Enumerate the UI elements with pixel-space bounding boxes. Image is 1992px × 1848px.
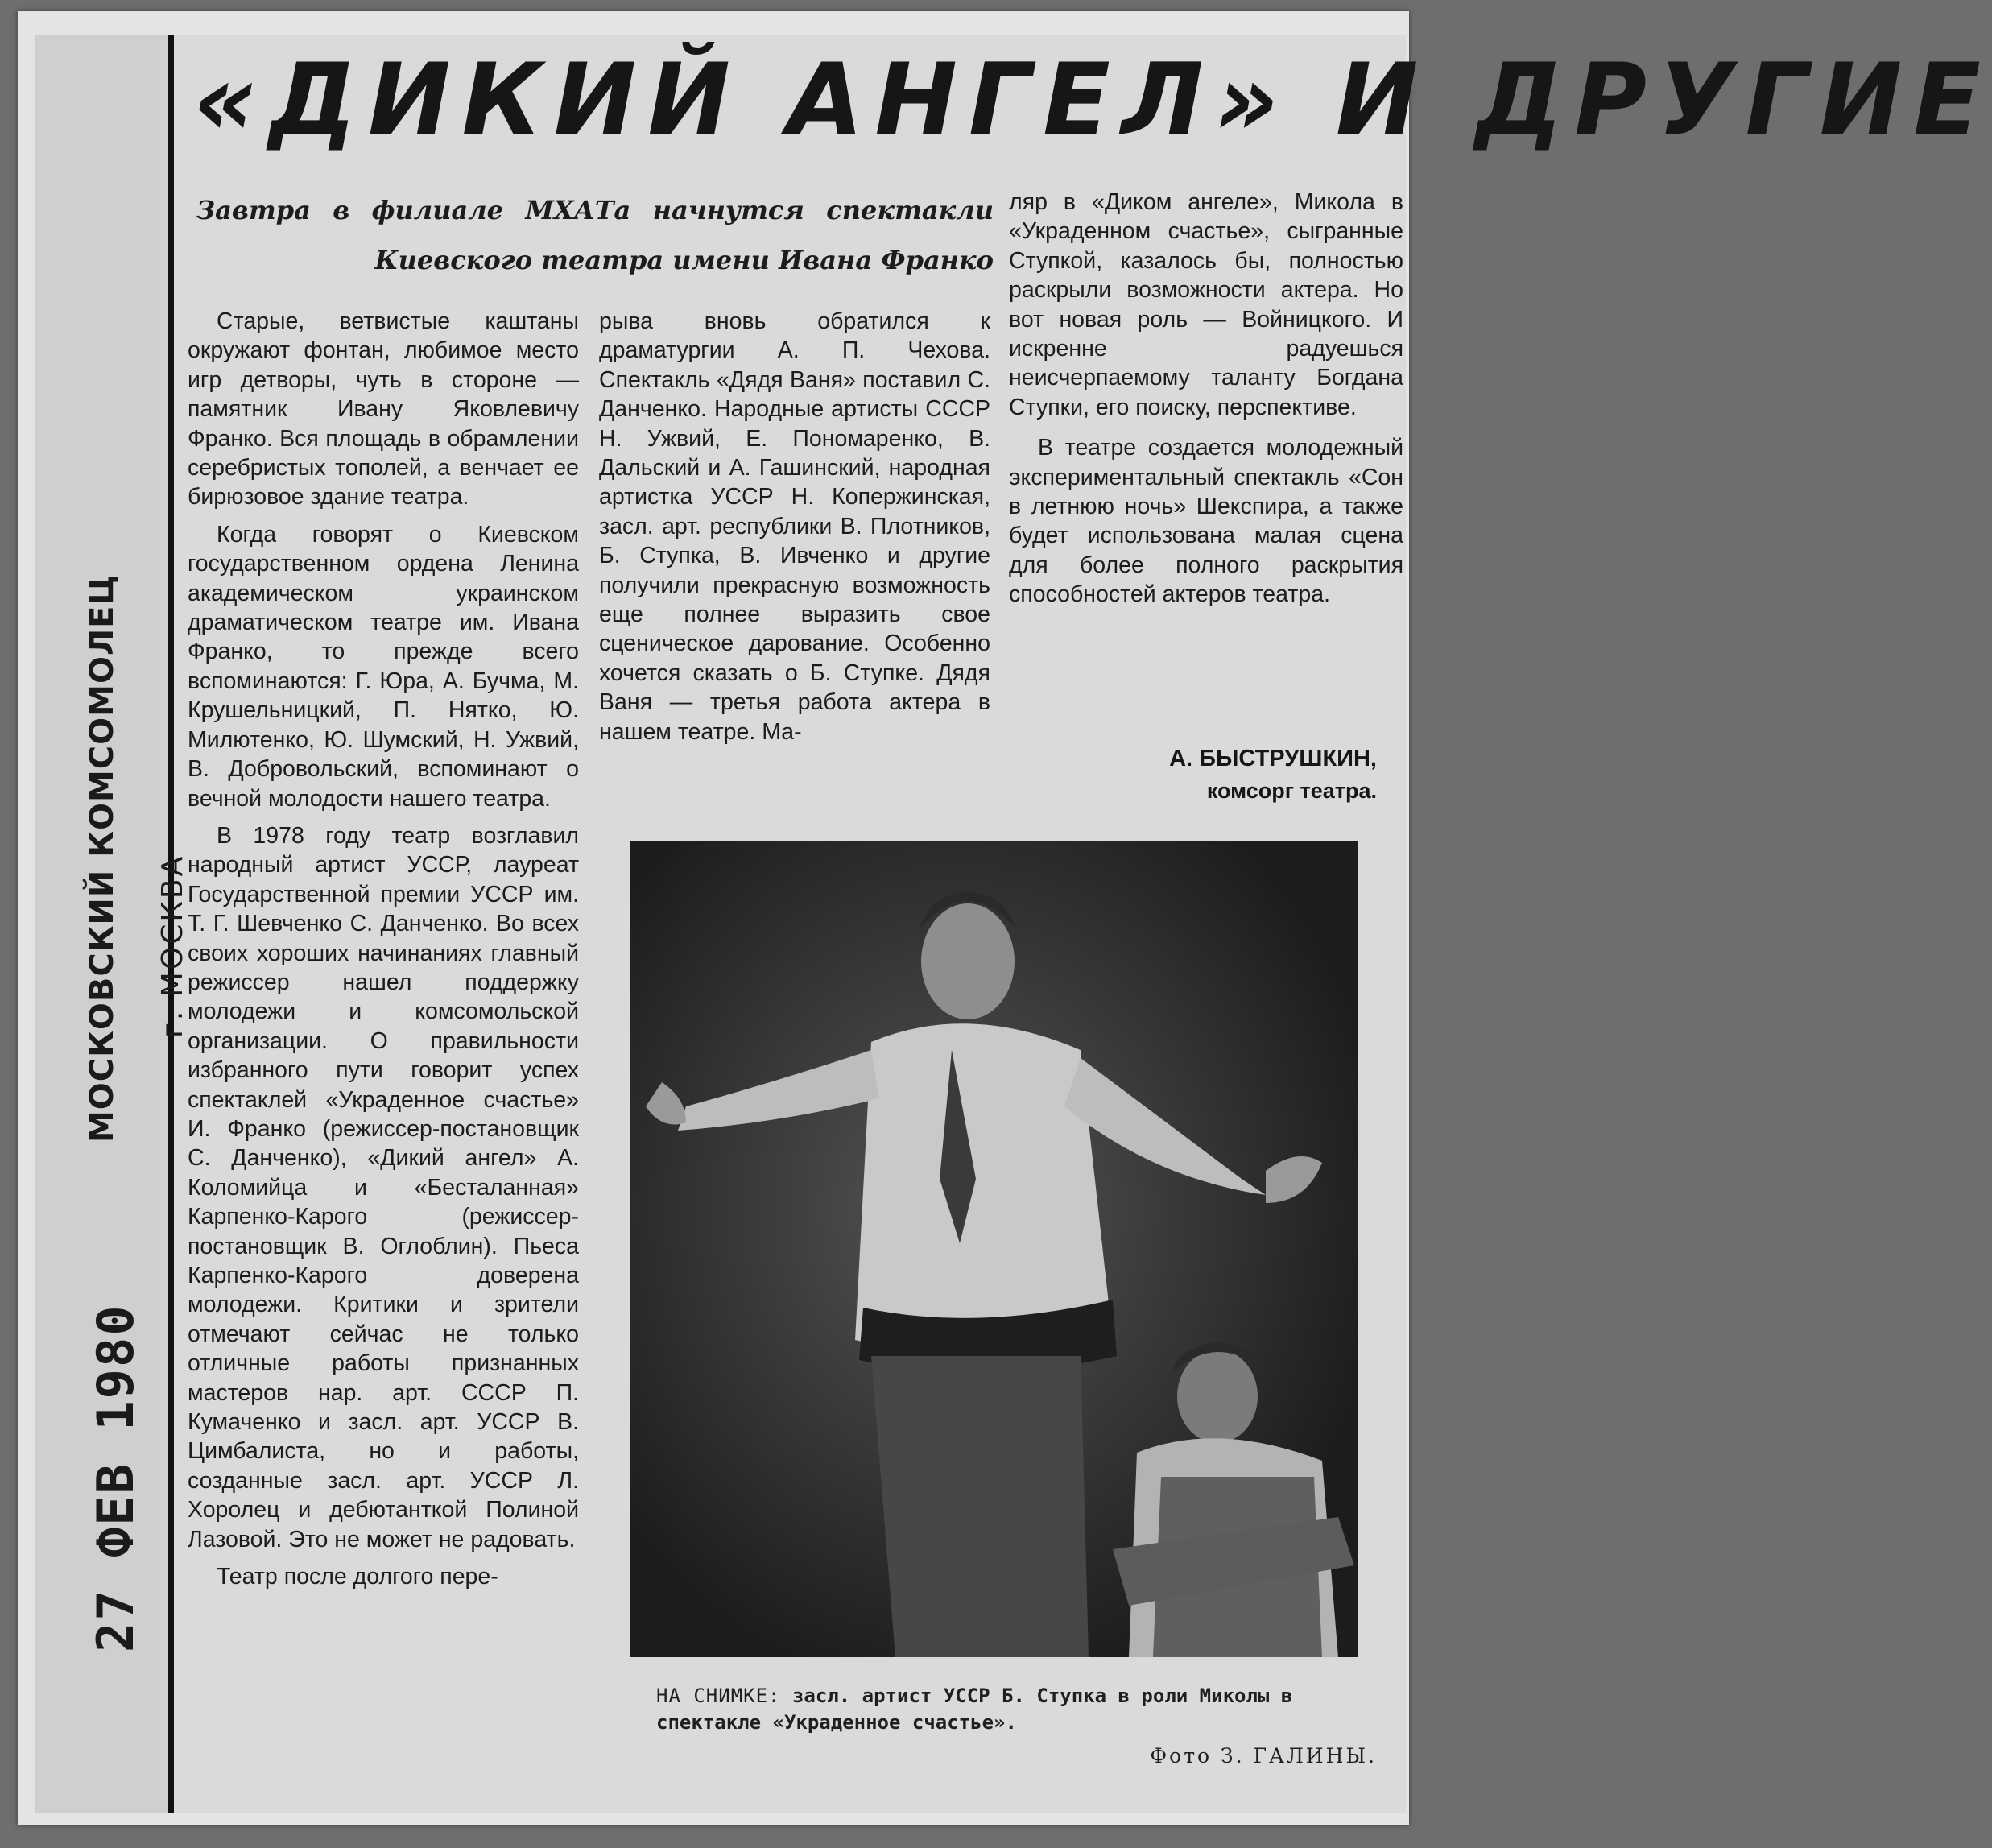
article-column-3 [1009,188,1403,610]
article-column-2 [599,307,990,746]
paragraph: ляр в «Диком ангеле», Микола в «Украденном счастье», сыгранные Ступкой, казалось бы, полностью раскрыли возможности актера. Но вот новая роль — Войницкого. И искренне радуешься неисчерпаемому таланту Богдана Ступки, его поиску, перспективе. [1009,189,1403,420]
caption-lead: НА СНИМКЕ: [656,1685,781,1707]
article-headline: «ДИКИЙ АНГЕЛ» И ДРУГИЕ [193,43,1992,159]
stamp-date: 27 ФЕВ 1980 [86,1304,145,1652]
archive-stamp [35,35,189,1813]
paragraph: Когда говорят о Киевском государственном ордена Ленина академическом украинском драматическом театре им. Ивана Франко, то прежде всего вспоминаются: Г. Юра, А. Бучма, М. Крушельницкий, П. Нятко, Ю. Милютенко, Ю. Шумский, Н. Ужвий, В. Добровольский, вспоминают о вечной молодости нашего театра. [188,521,579,812]
paragraph: Театр после долгого пере- [217,1564,498,1590]
stamp-city: г. МОСКВА [156,854,189,1038]
photo-caption [656,1683,1401,1736]
byline-title: комсорг театра. [1206,779,1377,803]
byline-name: А. БЫСТРУШКИН, [1169,746,1377,771]
paragraph: В театре создается молодежный экспериментальный спектакль «Сон в летнюю ночь» Шекспира, а также будет использована малая сцена для более полного раскрытия способностей актеров театра. [1009,435,1403,608]
article-subheading: Завтра в филиале МХАТа начнутся спектакли Киевского театра имени Ивана Франко [196,195,994,275]
stamp-newspaper-name: МОСКОВСКИЙ КОМСОМОЛЕЦ [84,574,121,1143]
stage-photo [630,841,1358,1657]
caption-text: засл. артист УССР Б. Ступка в роли Миколы в спектакле «Украденное счастье». [656,1685,1293,1734]
paragraph: В 1978 году театр возглавил народный артист УССР, лауреат Государственной премии УССР им. Т. Г. Шевченко С. Данченко. Во всех своих хороших начинаниях главный режиссер нашел поддержку молодежи и комсомольской организации. О правильности избранного пути говорит успех спектаклей «Украденное счастье» И. Франко (режиссер-постановщик С. Данченко), «Дикий ангел» А. Коломийца и «Бесталанная» Карпенко-Карого (режиссер-постановщик В. Оглоблин). Пьеса Карпенко-Карого доверена молодежи. Критики и зрители отмечают сейчас не только отличные работы признанных мастеров нар. арт. СССР П. Кумаченко и засл. арт. УССР В. Цимбалиста, но и работы, созданные засл. арт. УССР Л. Хоролец и дебютанткой Полиной Лазовой. Это не может не радовать. [188,822,579,1552]
paragraph: рыва вновь обратился к драматургии А. П. Чехова. Спектакль «Дядя Ваня» поставил С. Данченко. Народные артисты СССР Н. Ужвий, Е. Пономаренко, В. Дальский и А. Гашинский, народная артистка УССР Н. Копержинская, засл. арт. республики В. Плотников, Б. Ступка, В. Ивченко и другие получили прекрасную возможность еще полнее выразить свое сценическое дарование. Особенно хочется сказать о Б. Ступке. Дядя Ваня — третья работа актера в нашем театре. Ма- [599,308,990,745]
paragraph: Старые, ветвистые каштаны окружают фонтан, любимое место игр детворы, чуть в стороне — памятник Ивану Яковлевичу Франко. Вся площадь в обрамлении серебристых тополей, а венчает ее бирюзовое здание театра. [188,308,579,511]
byline [1047,742,1377,807]
article-column-1 [188,307,579,1591]
photo-credit: Фото З. ГАЛИНЫ. [1150,1744,1377,1767]
